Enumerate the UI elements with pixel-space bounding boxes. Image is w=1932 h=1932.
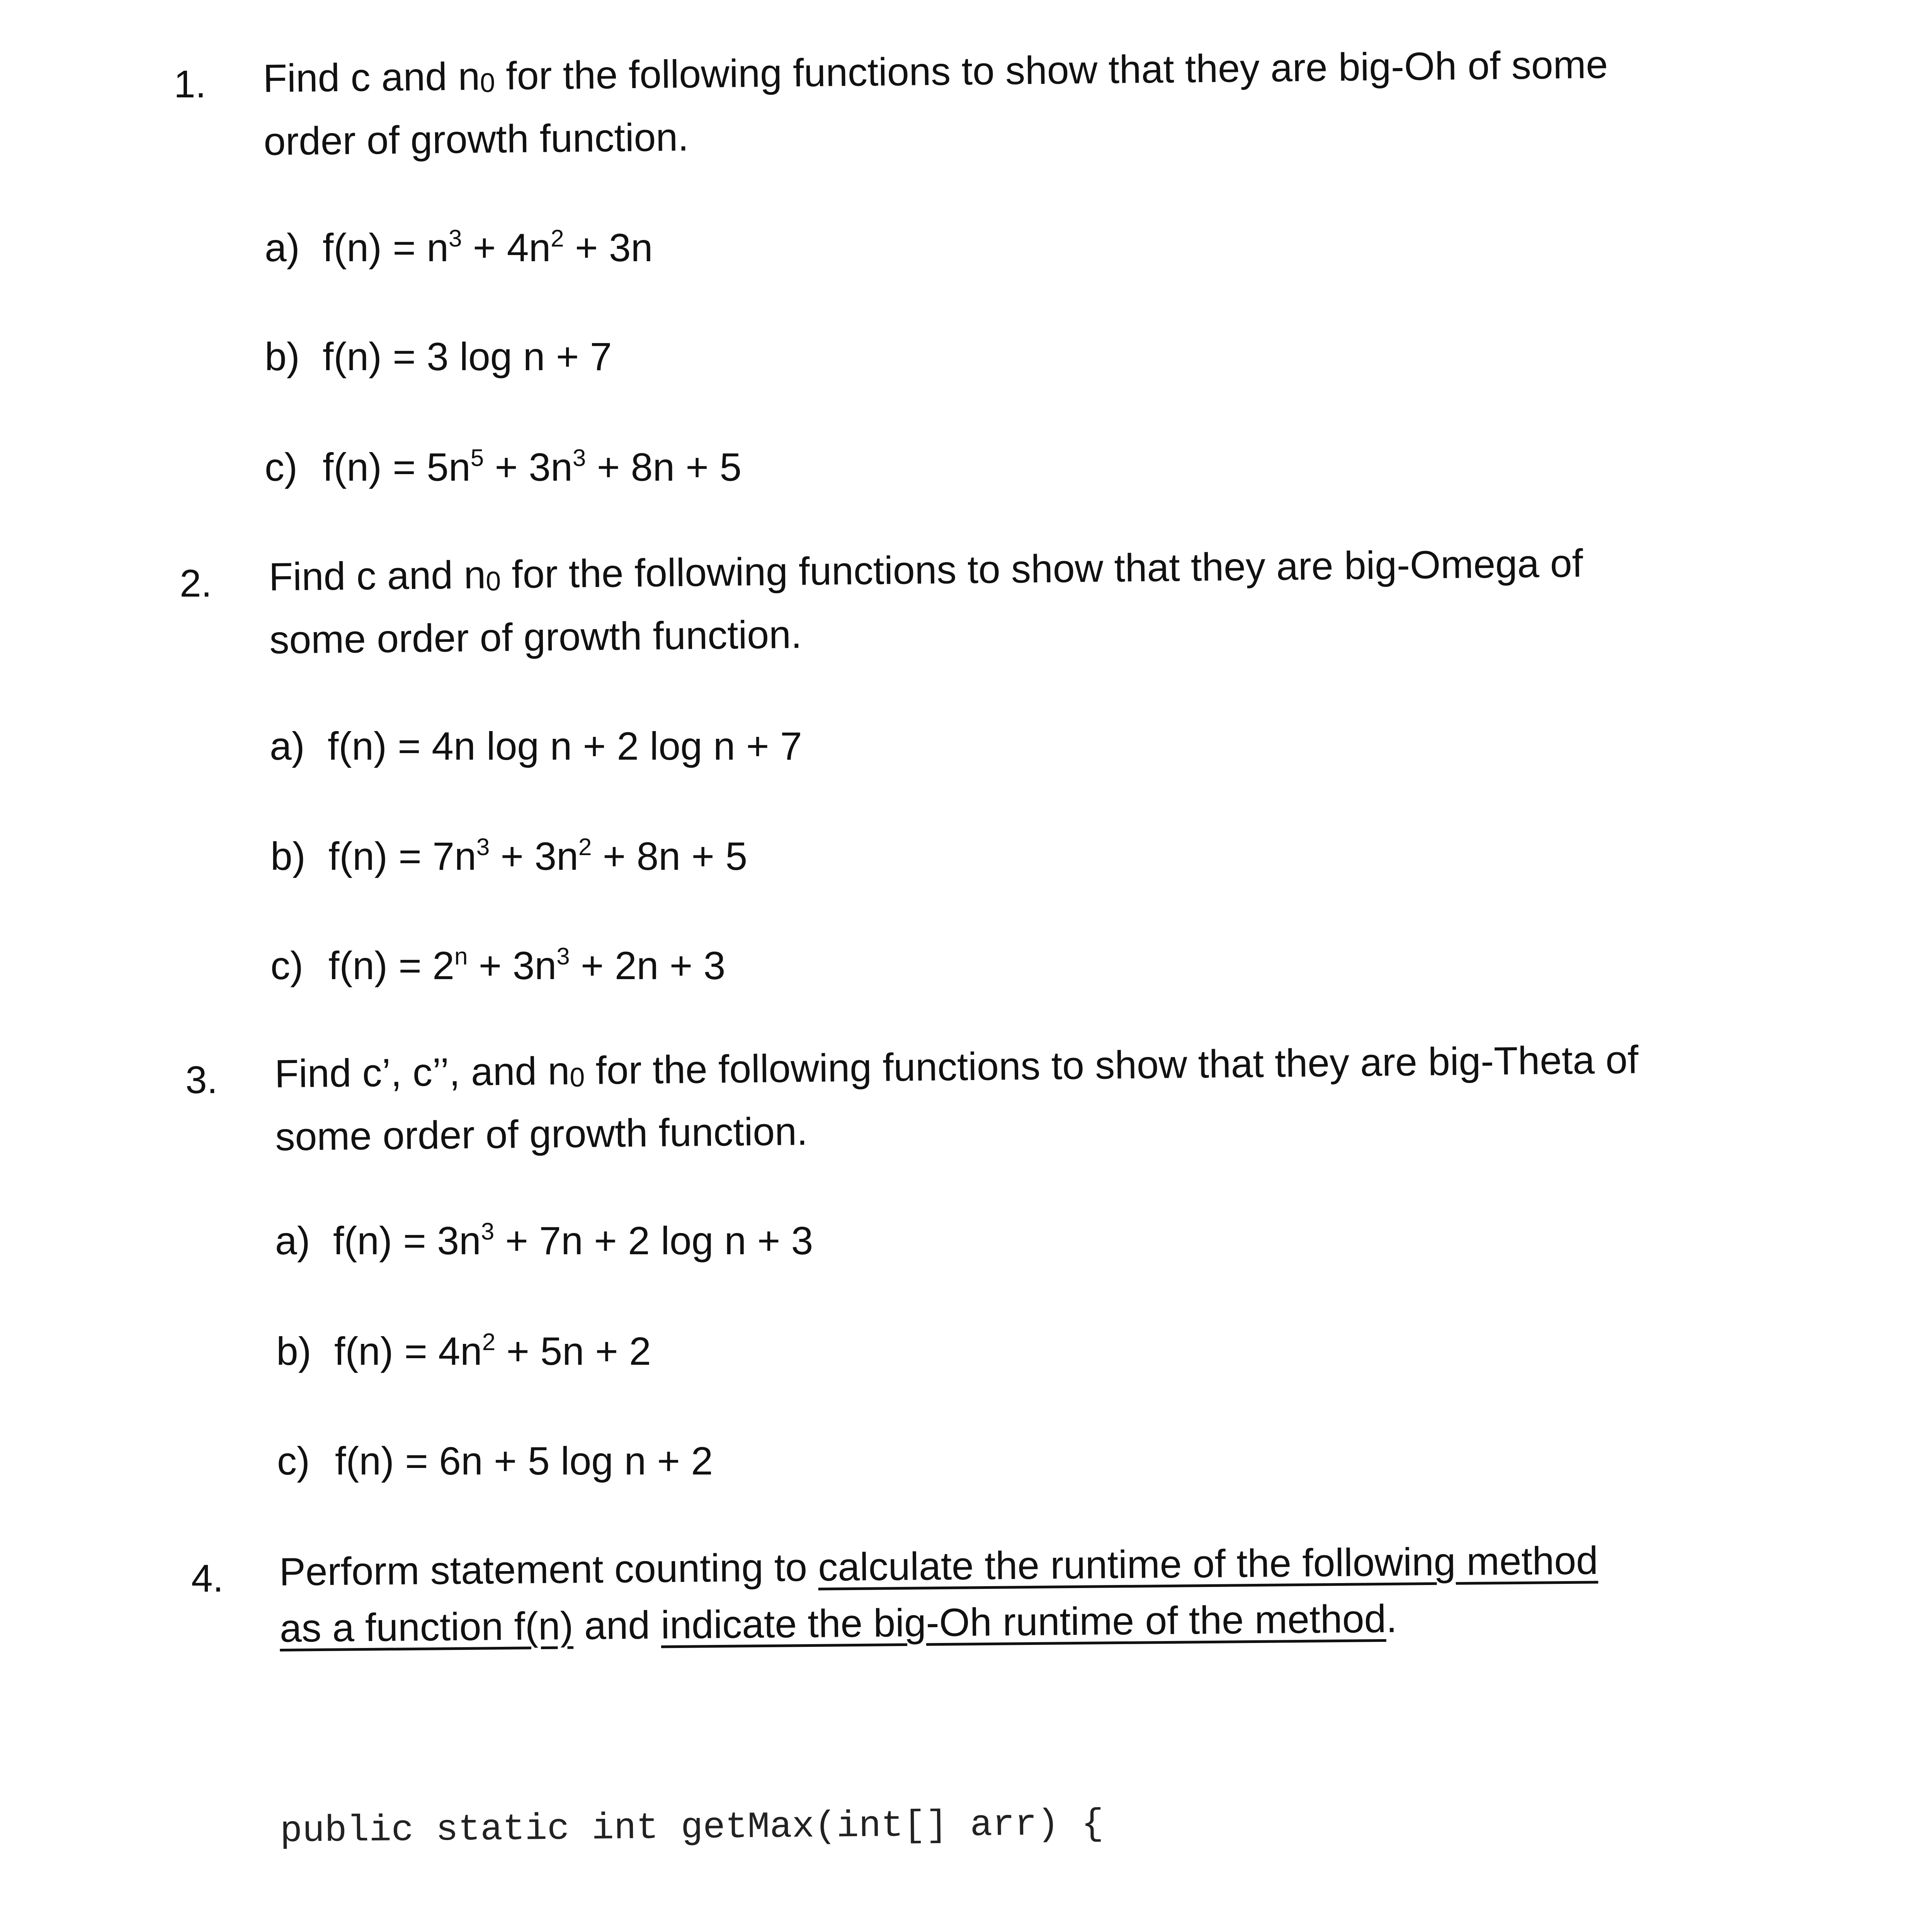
code-block: [279, 1700, 1214, 1932]
question-2-number: 2.: [180, 562, 212, 605]
question-1-part-b: b) f(n) = 3 log n + 7: [265, 335, 612, 379]
question-1-number: 1.: [174, 63, 206, 106]
question-3-line-2: some order of growth function.: [275, 1109, 808, 1159]
question-1-line-2: order of growth function.: [263, 115, 689, 163]
question-3-prompt: [274, 1031, 1639, 1165]
question-2-line-2: some order of growth function.: [269, 612, 802, 662]
question-2-part-a: a) f(n) = 4n log n + 2 log n + 7: [270, 724, 802, 768]
question-2-line-1: Find c and n0 for the following functions to show that they are big-Omega of: [269, 541, 1583, 599]
question-3-part-c: c) f(n) = 6n + 5 log n + 2: [277, 1439, 713, 1483]
question-4-prompt: [279, 1532, 1599, 1656]
question-3-line-1: Find c’, c’’, and n0 for the following functions to show that they are big-Theta of: [274, 1037, 1639, 1096]
question-3-part-b: b) $f(n) = 4n^2 + 5n + 2$: [276, 1329, 651, 1373]
question-3-part-a: a) $f(n) = 3n^3 + 7n + 2$ log n + 3: [275, 1218, 813, 1263]
question-4-number: 4.: [191, 1557, 224, 1600]
question-4-line-1: Perform statement counting to calculate the runtime of the following method: [279, 1538, 1599, 1594]
question-1-line-1: Find c and n0 for the following functions to show that they are big-Oh of some: [263, 42, 1608, 100]
question-2-prompt: [269, 535, 1584, 668]
question-1-part-c: c) $f(n) = 5n^5 + 3n^3 + 8n + 5$: [265, 445, 742, 489]
question-2-part-c: c) $f(n) = 2^n + 3n^3 + 2n + 3$: [270, 943, 726, 988]
question-3-number: 3.: [185, 1058, 218, 1102]
code-line: public static int getMax(int[] arr) {: [280, 1803, 1104, 1852]
question-4-line-2: as a function f(n) and indicate the big-Oh runtime of the method.: [279, 1596, 1398, 1650]
question-1-part-a: a) $f(n) = n^3 + 4n^2 + 3n$: [265, 225, 653, 270]
question-1-prompt: [263, 36, 1609, 170]
question-2-part-b: b) $f(n) = 7n^3 + 3n^2 + 8n + 5$: [270, 834, 748, 878]
